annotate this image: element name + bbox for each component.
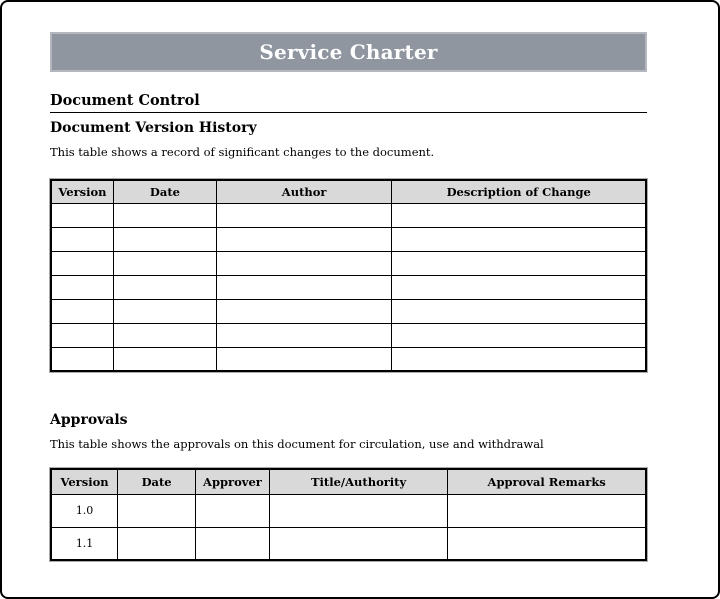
- table-cell-empty: [269, 527, 448, 560]
- table-cell-empty: [113, 251, 216, 275]
- document-content: [50, 32, 647, 561]
- document-title: Service Charter: [259, 40, 438, 64]
- column-header-version: Version: [51, 180, 113, 203]
- table-cell-empty: [113, 227, 216, 251]
- table-row: [51, 251, 646, 275]
- table-row: [51, 323, 646, 347]
- table-cell-empty: [216, 275, 392, 299]
- table-cell-empty: [392, 275, 646, 299]
- table-cell-empty: [216, 203, 392, 227]
- table-cell-empty: [51, 203, 113, 227]
- approvals-table: [50, 468, 647, 561]
- table-cell-empty: [392, 299, 646, 323]
- table-cell-empty: [269, 494, 448, 527]
- column-header-description-of-change: Description of Change: [392, 180, 646, 203]
- column-header-approver: Approver: [196, 469, 270, 494]
- table-row: [51, 527, 646, 560]
- title-banner: [50, 32, 647, 72]
- table-cell-empty: [216, 323, 392, 347]
- table-row: [51, 347, 646, 371]
- table-cell-empty: [113, 203, 216, 227]
- table-cell-empty: [51, 275, 113, 299]
- table-header-row: [51, 180, 646, 203]
- table-row: [51, 227, 646, 251]
- table-cell-empty: [448, 527, 646, 560]
- table-row: [51, 494, 646, 527]
- table-cell-empty: [216, 299, 392, 323]
- column-header-version: Version: [51, 469, 118, 494]
- table-cell-empty: [113, 323, 216, 347]
- table-cell-empty: [51, 299, 113, 323]
- table-cell-empty: [118, 494, 196, 527]
- table-cell-empty: [392, 203, 646, 227]
- section-heading-approvals: Approvals: [50, 412, 128, 428]
- table-row: [51, 275, 646, 299]
- table-cell-empty: [113, 299, 216, 323]
- table-cell-empty: [392, 323, 646, 347]
- table-cell-empty: [51, 227, 113, 251]
- table-cell-empty: [392, 347, 646, 371]
- approvals-description: This table shows the approvals on this document for circulation, use and withdrawal: [50, 437, 544, 451]
- table-cell-empty: [448, 494, 646, 527]
- column-header-approval-remarks: Approval Remarks: [448, 469, 646, 494]
- table-cell-empty: [196, 527, 270, 560]
- table-header-row: [51, 469, 646, 494]
- table-cell-empty: [113, 275, 216, 299]
- section-heading-version-history: Document Version History: [50, 120, 257, 136]
- table-cell-empty: [51, 251, 113, 275]
- table-cell-empty: [392, 227, 646, 251]
- version-history-description: This table shows a record of significant changes to the document.: [50, 145, 435, 159]
- column-header-date: Date: [113, 180, 216, 203]
- table-cell-empty: [216, 251, 392, 275]
- column-header-author: Author: [216, 180, 392, 203]
- table-cell: 1.1: [51, 527, 118, 560]
- table-cell-empty: [51, 323, 113, 347]
- table-cell-empty: [113, 347, 216, 371]
- table-cell-empty: [51, 347, 113, 371]
- table-row: [51, 299, 646, 323]
- table-cell-empty: [392, 251, 646, 275]
- table-cell: 1.0: [51, 494, 118, 527]
- column-header-date: Date: [118, 469, 196, 494]
- column-header-title-authority: Title/Authority: [269, 469, 448, 494]
- version-history-table: [50, 179, 647, 372]
- table-cell-empty: [216, 227, 392, 251]
- table-cell-empty: [216, 347, 392, 371]
- table-cell-empty: [196, 494, 270, 527]
- table-row: [51, 203, 646, 227]
- section-heading-document-control: Document Control: [50, 92, 647, 113]
- table-cell-empty: [118, 527, 196, 560]
